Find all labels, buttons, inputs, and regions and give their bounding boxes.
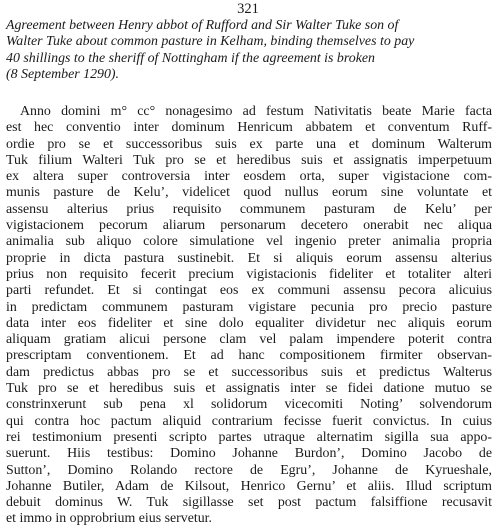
text-line: prius non requisito fecerit precium vigistacionis fideliter et totaliter alteri: [6, 266, 492, 282]
text-line: est hec conventio inter dominum Henricum abbatem et conventum Ruff-: [6, 120, 492, 136]
heading-line: 40 shillings to the sheriff of Nottingham if the agreement is broken: [6, 50, 375, 66]
text-line: suerunt. Hiis testibus: Domino Johanne Burdon’, Domino Jacobo de: [6, 446, 492, 462]
text-line: debuit dominus W. Tuk sigillasse set post pactum falsiffione recusavit: [6, 495, 492, 511]
text-line: Johanne Butiler, Adam de Kilsout, Henrico Gernu’ et aliis. Illud scriptum: [6, 478, 492, 494]
text-line: vigistacionem pecorum aliarum personarum decetero onerabit nec aliqua: [6, 218, 492, 234]
heading-line: Agreement between Henry abbot of Rufford and Sir Walter Tuke son of: [6, 18, 399, 33]
text-line: Anno domini m° cc° nonagesimo ad festum Nativitatis beate Marie facta: [20, 104, 492, 119]
text-line: et immo in opprobrium eius servetur.: [6, 511, 213, 527]
text-line: ex altera super controversia inter eosdem orta, super vigistacione com-: [6, 169, 492, 185]
text-line: in predictam communem pasturam vigistare pecunia pro precio pasture: [6, 299, 492, 315]
text-line: rei testimonium presenti scripto partes utraque alternatim sigilla sua appo-: [6, 429, 492, 445]
heading-line: (8 September 1290).: [6, 66, 120, 82]
text-line: prescriptam conventionem. Et ad hanc compositionem firmiter observan-: [6, 348, 492, 364]
document-heading: [6, 18, 492, 83]
text-line: constrinxerunt sub pena xl solidorum vicecomiti Noting’ solvendorum: [6, 397, 492, 413]
text-line: proprie in dicta pastura sustinebit. Et si aliquis eorum assensu alterius: [6, 250, 492, 266]
text-line: data inter eos fideliter et sine dolo equaliter dividetur nec aliquis eorum: [6, 315, 492, 331]
text-line: parti refundet. Et si contingat eos ex communi assensu pecora alicuius: [6, 283, 492, 299]
text-line: aliquam gratiam alicui persone clam vel palam impendere poterit contra: [6, 332, 492, 348]
text-line: assensu alterius prius requisito communem pasturam de Kelu’ per: [6, 201, 492, 217]
text-line: dam predictus abbas pro se et successoribus suis et predictus Walterus: [6, 364, 492, 380]
text-line: Tuk filium Walteri Tuk pro se et heredibus suis et assignatis imperpetuum: [6, 152, 492, 168]
text-line: munis pasture de Kelu’, videlicet quod nullus eorum sine voluntate et: [6, 185, 492, 201]
text-line: animalia sub aliquo colore simulatione vel ingenio preter animalia propria: [6, 234, 492, 250]
heading-line: Walter Tuke about common pasture in Kelham, binding themselves to pay: [6, 34, 415, 50]
text-line: Tuk pro se et heredibus suis et assignatis inter se fidei datione mutuo se: [6, 381, 492, 397]
page-number: 321: [237, 1, 259, 17]
text-line: Sutton’, Domino Rolando rectore de Egru’, Johanne de Kyrueshale,: [6, 462, 492, 478]
text-line: ordie pro se et successoribus suis ex parte una et dominum Walterum: [6, 136, 492, 152]
text-line: qui contra hoc pactum aliquid contrarium fecisse fuerit convictus. In cuius: [6, 413, 492, 429]
charter-text: [6, 104, 492, 528]
